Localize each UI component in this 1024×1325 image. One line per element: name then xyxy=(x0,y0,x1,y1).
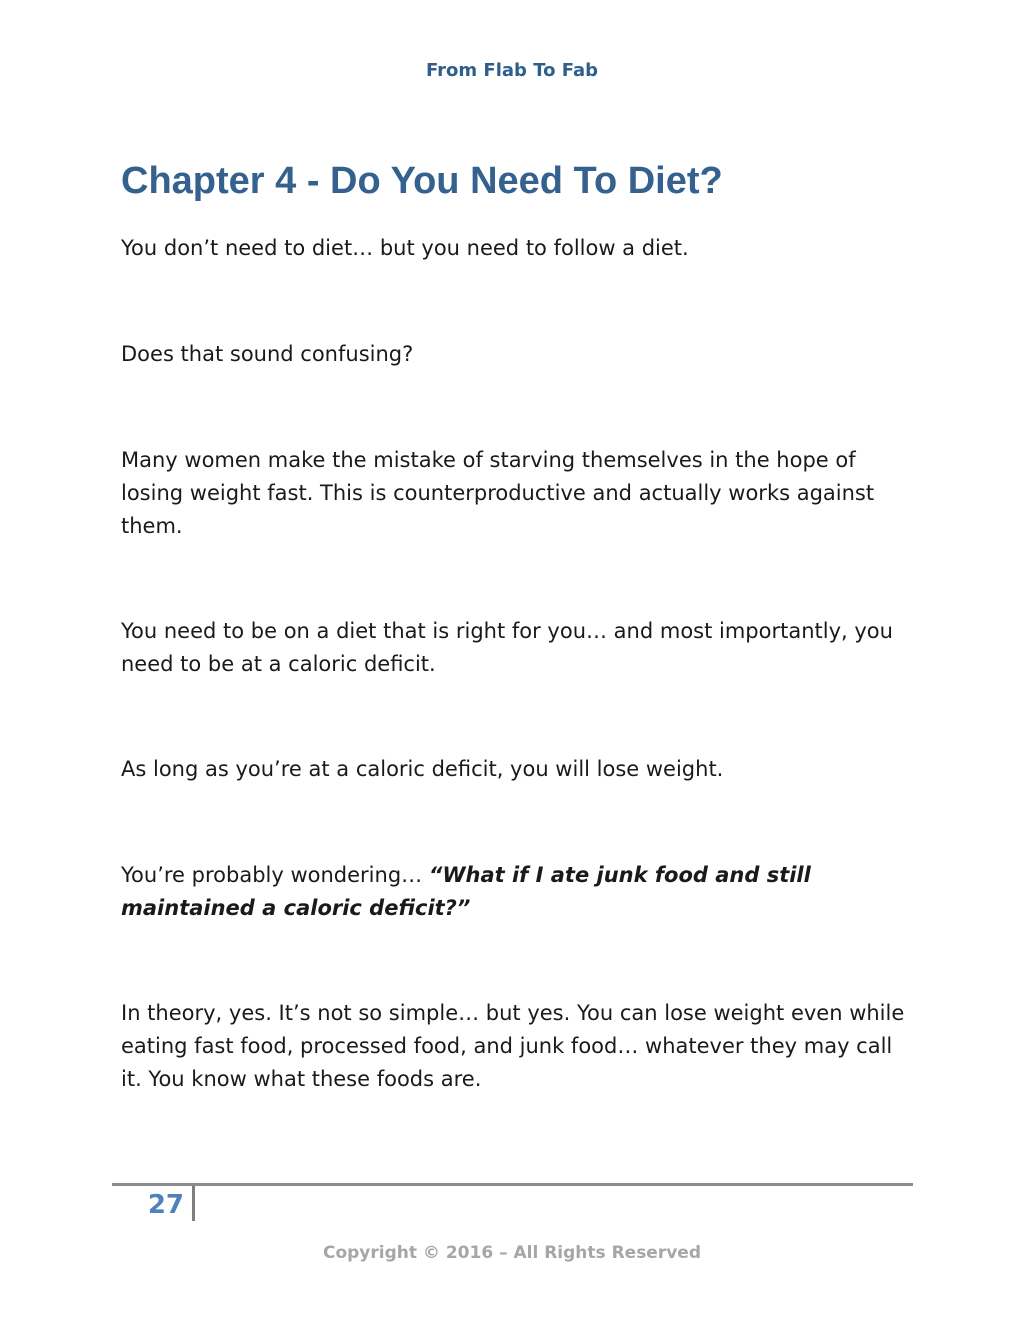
paragraph-7: In theory, yes. It’s not so simple… but yes. You can lose weight even while eating fast food, processed food, and junk food… whatever they may call it. You know what these foods are. xyxy=(121,1001,905,1091)
paragraph-3: Many women make the mistake of starving themselves in the hope of losing weight fast. This is counterproductive and actually works against them. xyxy=(121,448,875,538)
chapter-title: Chapter 4 - Do You Need To Diet? xyxy=(121,160,723,202)
paragraph-2: Does that sound confusing? xyxy=(121,342,414,366)
paragraph-6-quote: “What if I ate junk food and still maintained a caloric deficit?” xyxy=(121,863,811,920)
paragraph-5: As long as you’re at a caloric deficit, you will lose weight. xyxy=(121,757,724,781)
running-header: From Flab To Fab xyxy=(426,60,598,81)
copyright-notice: Copyright © 2016 – All Rights Reserved xyxy=(322,1243,702,1263)
page-number-divider xyxy=(192,1186,195,1221)
paragraph-4: You need to be on a diet that is right for you… and most importantly, you need to be at a caloric deficit. xyxy=(121,619,893,676)
paragraph-6-lead: You’re probably wondering… xyxy=(121,863,429,887)
page-number: 27 xyxy=(147,1190,184,1220)
paragraph-6 xyxy=(121,859,911,925)
paragraph-1: You don’t need to diet… but you need to follow a diet. xyxy=(121,236,689,260)
footer-rule xyxy=(112,1183,913,1186)
